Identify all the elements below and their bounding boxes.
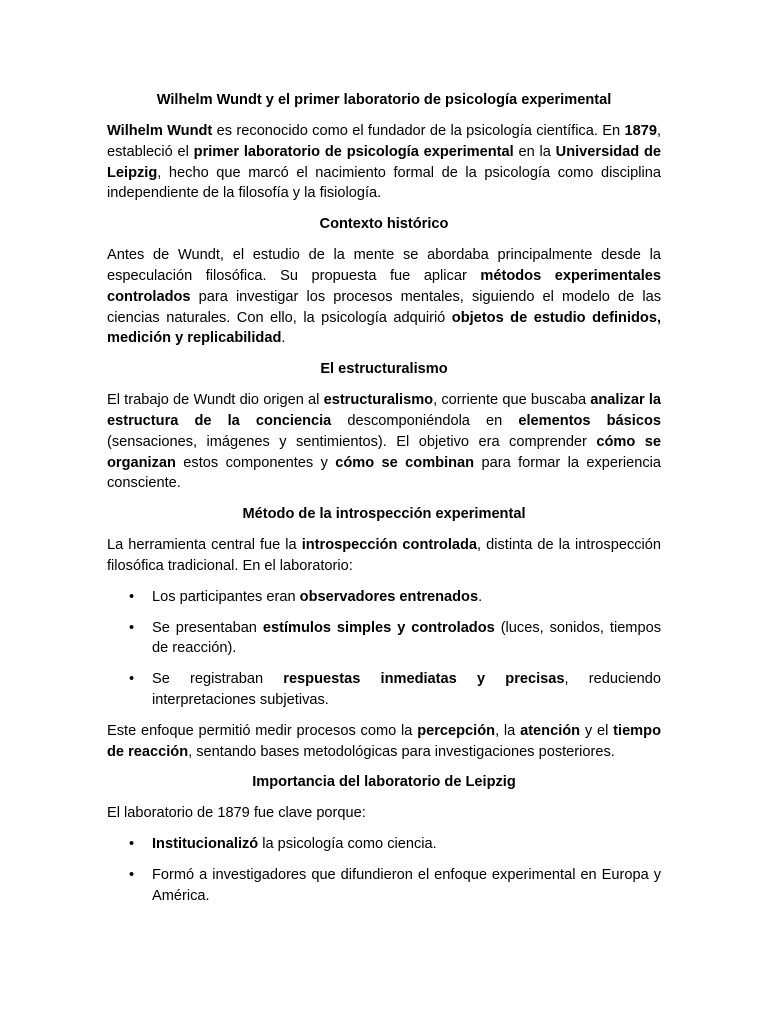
list-item bbox=[107, 618, 666, 660]
text-run: Este enfoque permitió medir procesos como la bbox=[107, 722, 418, 739]
bold-text: cómo se combinan bbox=[335, 454, 475, 471]
metodo-bullet-list bbox=[107, 587, 666, 711]
bold-text: primer laboratorio de psicología experimental bbox=[193, 143, 514, 160]
text-run: , distinta de la introspección filosófica tradicional. En el laboratorio: bbox=[107, 537, 666, 574]
text-run: para formar la experiencia consciente. bbox=[107, 454, 666, 492]
metodo-closing-paragraph bbox=[107, 721, 666, 763]
bold-text: Wilhelm Wundt bbox=[107, 123, 213, 139]
text-run: Los participantes eran bbox=[152, 588, 300, 605]
bold-text: respuestas inmediatas y precisas bbox=[283, 671, 565, 688]
text-run: , hecho que marcó el nacimiento formal de la psicología como disciplina independiente de la filosofía y la fisiología. bbox=[107, 164, 666, 202]
text-run: , la bbox=[495, 722, 521, 739]
bold-text: métodos experimentales controlados bbox=[107, 267, 666, 305]
text-run: , reduciendo interpretaciones subjetivas. bbox=[152, 671, 666, 708]
bold-text: Universidad de Leipzig bbox=[107, 143, 666, 181]
text-run: Formó a investigadores que difundieron el enfoque experimental en Europa y América. bbox=[152, 866, 665, 904]
section-heading-metodo: Método de la introspección experimental bbox=[242, 506, 526, 523]
text-run: (sensaciones, imágenes y sentimientos). El objetivo era comprender bbox=[107, 412, 666, 450]
text-run: . bbox=[478, 588, 483, 605]
bold-text: observadores entrenados bbox=[299, 588, 479, 605]
text-run: y el bbox=[580, 722, 614, 739]
intro-paragraph bbox=[107, 121, 666, 204]
bold-text: estructuralismo bbox=[323, 392, 434, 409]
list-item bbox=[107, 865, 665, 907]
text-run: Antes de Wundt, el estudio de la mente se abordaba principalmente desde la especulación filosófica. Su propuesta fue aplicar bbox=[107, 247, 666, 284]
section-heading-estructuralismo: El estructuralismo bbox=[320, 361, 448, 378]
bold-text: tiempo de reacción bbox=[107, 722, 666, 760]
text-run: , estableció el bbox=[107, 123, 666, 160]
list-item bbox=[107, 834, 661, 855]
text-run: El trabajo de Wundt dio origen al bbox=[107, 392, 324, 409]
text-run: para investigar los procesos mentales, siguiendo el modelo de las ciencias naturales. Con ello, la psicología adquirió bbox=[107, 288, 666, 326]
bold-text: objetos de estudio definidos, medición y replicabilidad bbox=[107, 309, 666, 347]
importancia-bullet-list bbox=[107, 834, 665, 906]
bold-text: cómo se organizan bbox=[107, 433, 666, 471]
list-item bbox=[107, 669, 666, 711]
text-run: , sentando bases metodológicas para investigaciones posteriores. bbox=[188, 743, 615, 760]
bold-text: introspección controlada bbox=[301, 537, 478, 554]
text-run: (luces, sonidos, tiempos de reacción). bbox=[152, 619, 666, 657]
bold-text: 1879 bbox=[624, 123, 657, 139]
bold-text: estímulos simples y controlados bbox=[262, 619, 495, 636]
text-run: en la bbox=[513, 143, 556, 160]
bold-text: elementos básicos bbox=[518, 412, 661, 429]
bold-text: Institucionalizó bbox=[152, 836, 259, 853]
section-heading-contexto: Contexto histórico bbox=[319, 216, 449, 233]
bold-text: percepción bbox=[417, 722, 496, 739]
text-run: Se registraban bbox=[152, 671, 284, 688]
text-run: la psicología como ciencia. bbox=[258, 836, 437, 853]
text-run: descomponiéndola en bbox=[331, 412, 519, 429]
metodo-paragraph bbox=[107, 535, 666, 577]
text-run: Se presentaban bbox=[152, 619, 263, 636]
document-title: Wilhelm Wundt y el primer laboratorio de psicología experimental bbox=[156, 92, 612, 108]
bold-text: atención bbox=[520, 722, 581, 739]
contexto-paragraph bbox=[107, 245, 666, 349]
text-run: El laboratorio de 1879 fue clave porque: bbox=[107, 805, 366, 822]
text-run: estos componentes y bbox=[175, 454, 336, 471]
bold-text: analizar la estructura de la conciencia bbox=[107, 392, 666, 429]
text-run: La herramienta central fue la bbox=[107, 537, 302, 554]
text-run: es reconocido como el fundador de la psicología científica. En bbox=[212, 123, 625, 139]
text-run: . bbox=[281, 330, 286, 347]
text-run: , corriente que buscaba bbox=[433, 392, 591, 409]
section-heading-importancia: Importancia del laboratorio de Leipzig bbox=[252, 774, 516, 791]
list-item bbox=[107, 587, 661, 608]
importancia-paragraph bbox=[107, 803, 661, 824]
estructuralismo-paragraph bbox=[107, 390, 666, 494]
